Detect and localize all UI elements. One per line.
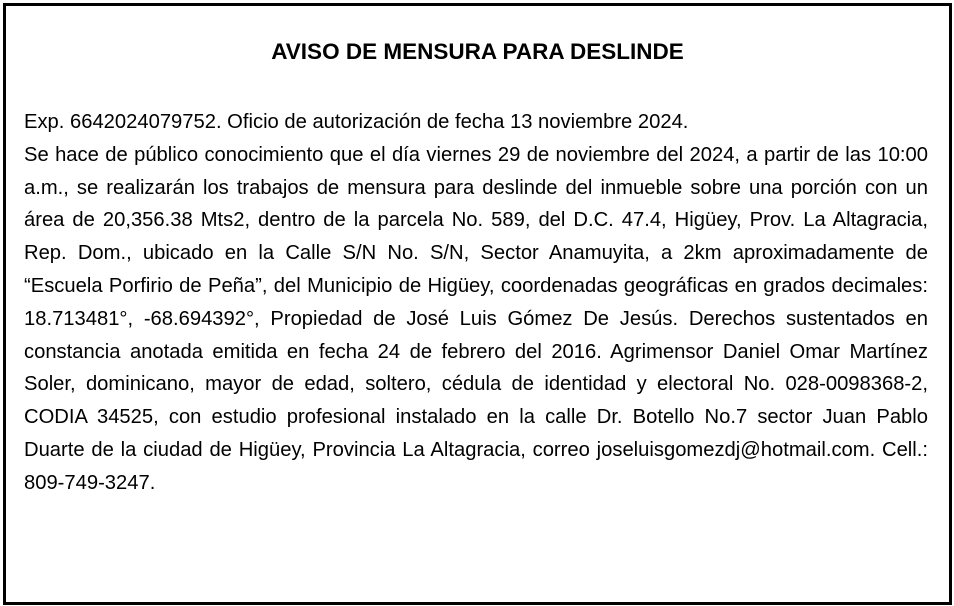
notice-title: AVISO DE MENSURA PARA DESLINDE [271,39,684,64]
expediente-line: Exp. 6642024079752. Oficio de autorización de fecha 13 noviembre 2024. [24,111,689,133]
notice-body [24,106,928,500]
notice-border-frame [3,3,952,605]
notice-paragraph: Se hace de público conocimiento que el día viernes 29 de noviembre del 2024, a partir de las 10:00 a.m., se realizarán los trabajos de mensura para deslinde del inmueble sobre una porción con un área de 20,356.38 Mts2, dentro de la parcela No. 589, del D.C. 47.4, Higüey, Prov. La Altagracia, Rep. Dom., ubicado en la Calle S/N No. S/N, Sector Anamuyita, a 2km aproximadamente de “Escuela Porfirio de Peña”, del Municipio de Higüey, coordenadas geográficas en grados decimales: 18.713481°, -68.694392°, Propiedad de José Luis Gómez De Jesús. Derechos sustentados en constancia anotada emitida en fecha 24 de febrero del 2016. Agrimensor Daniel Omar Martínez Soler, dominicano, mayor de edad, soltero, cédula de identidad y electoral No. 028-0098368-2, CODIA 34525, con estudio profesional instalado en la calle Dr. Botello No.7 sector Juan Pablo Duarte de la ciudad de Higüey, Provincia La Altagracia, correo joseluisgomezdj@hotmail.com. Cell.: 809-749-3247. [24,143,928,494]
